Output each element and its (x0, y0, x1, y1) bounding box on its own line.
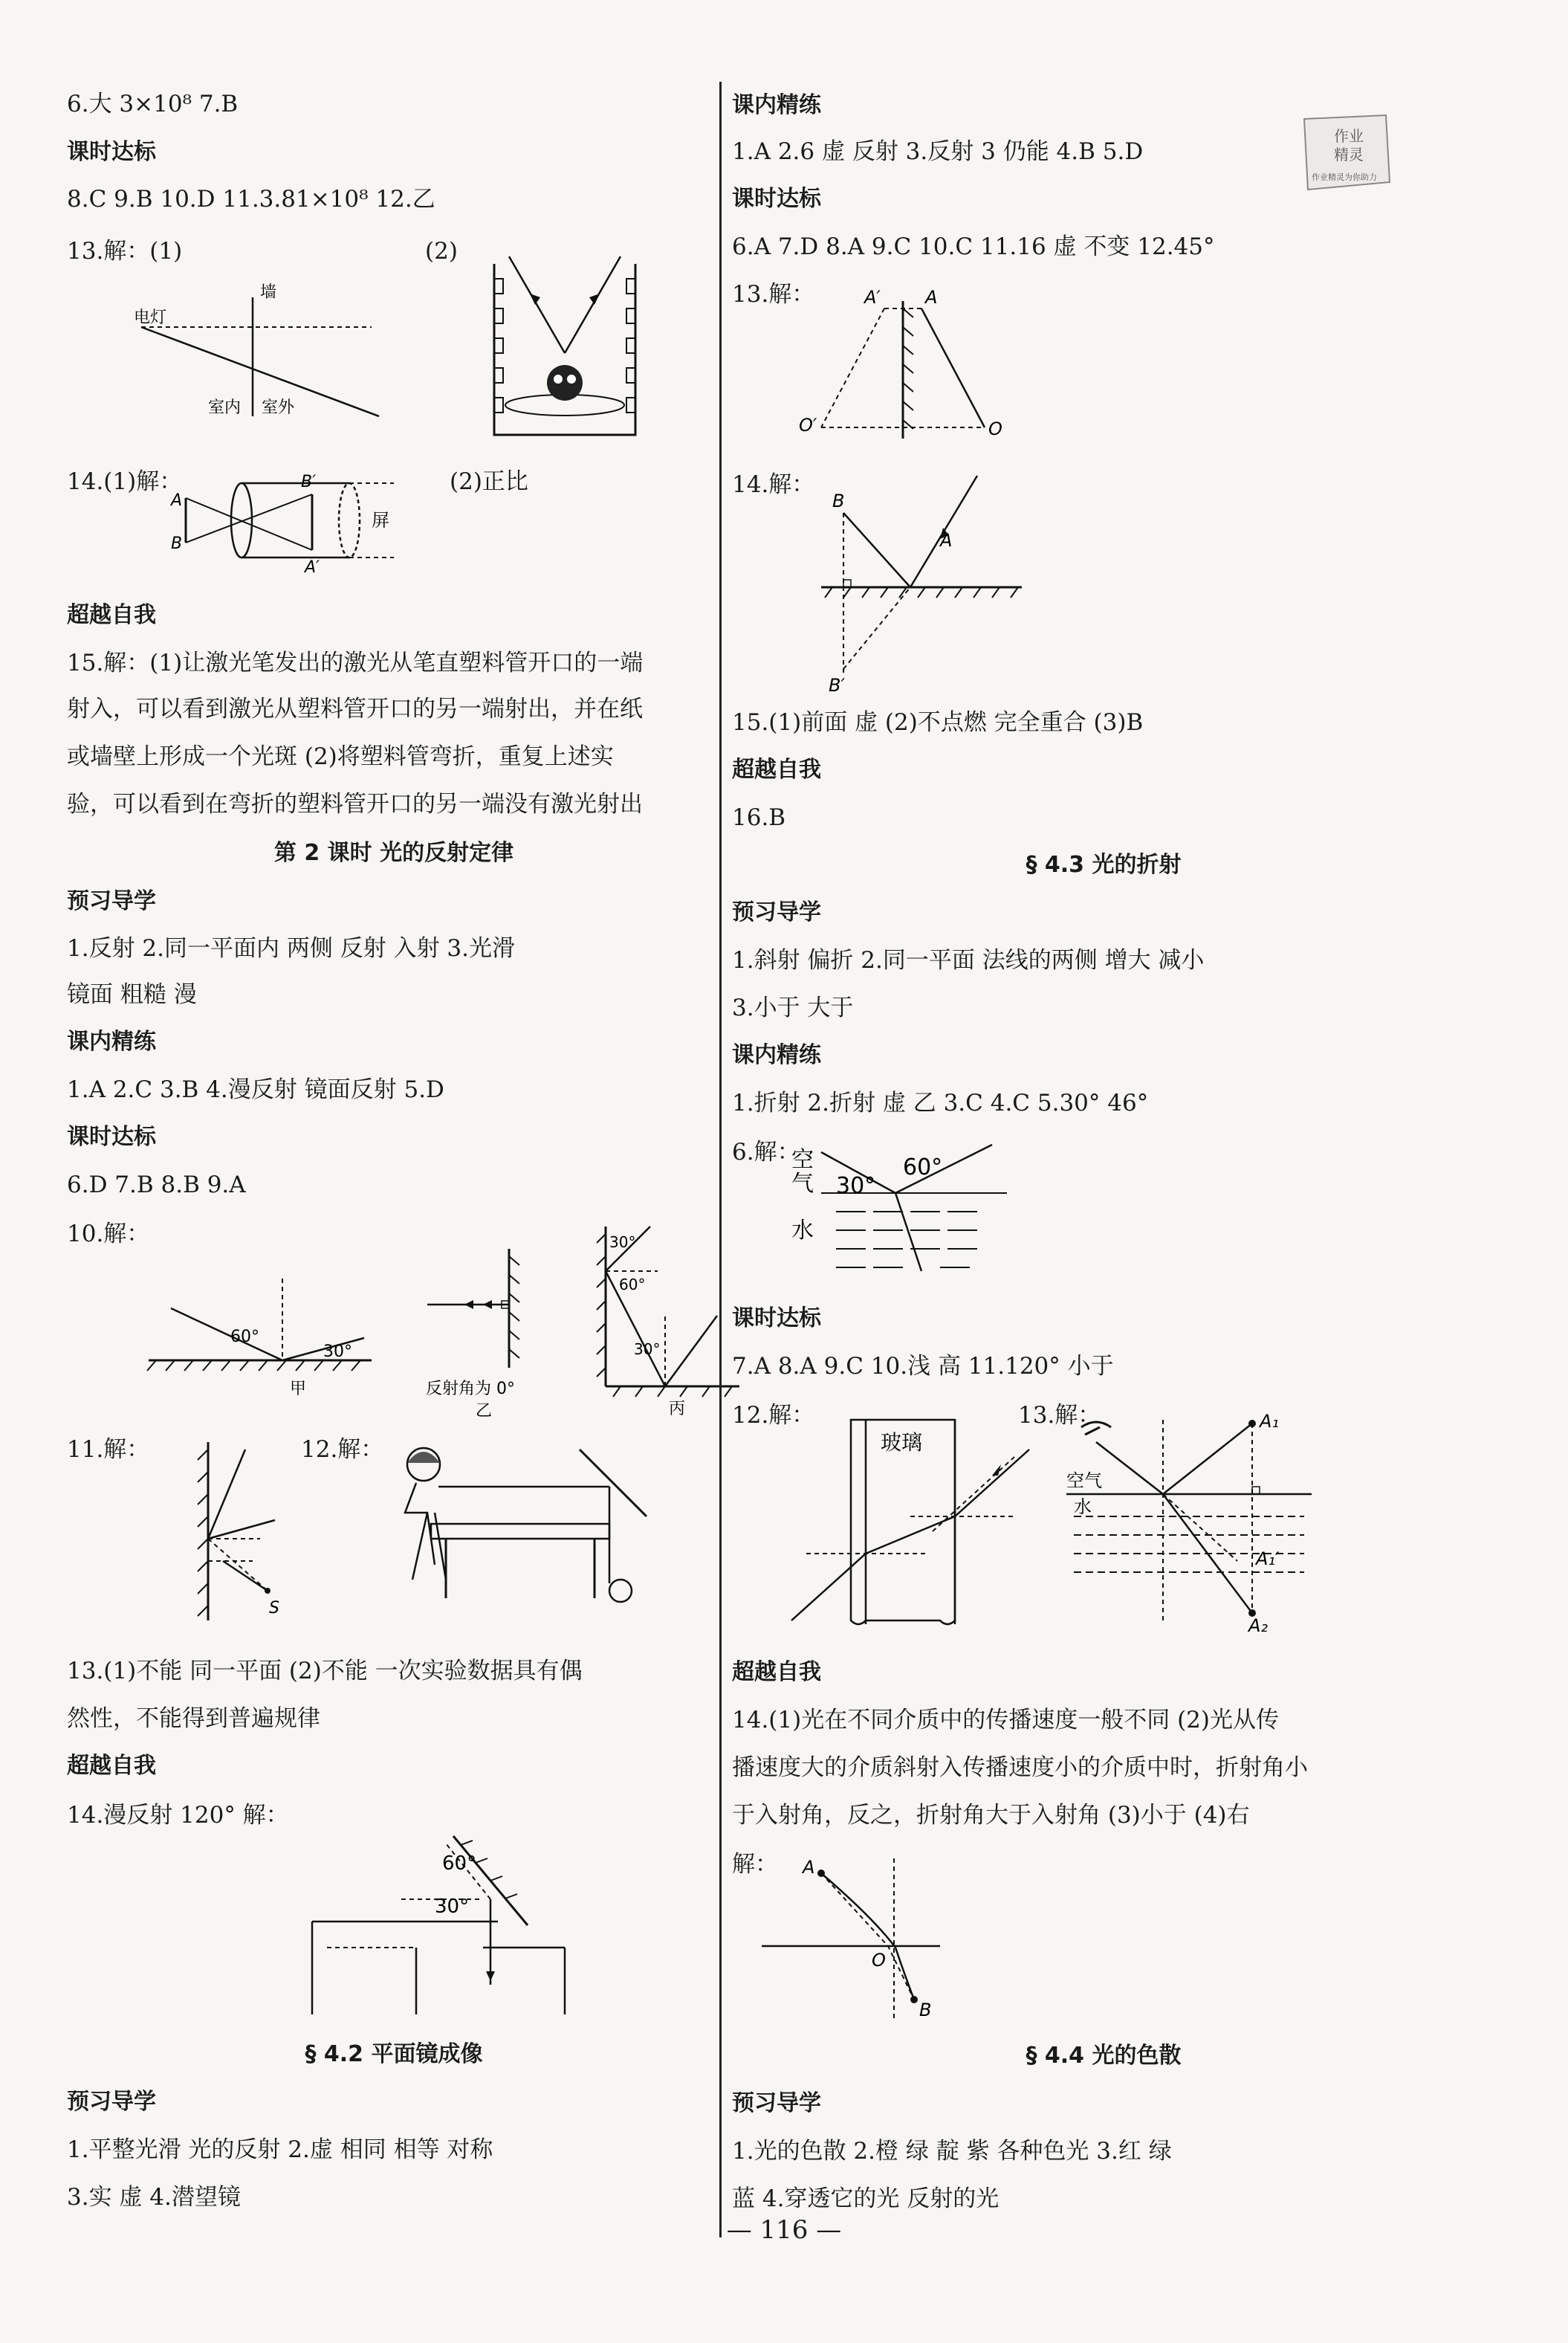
answer-line: 然性，不能得到普遍规律 (67, 1705, 320, 1732)
answer-line: 1.A 2.C 3.B 4.漫反射 镜面反射 5.D (67, 1076, 444, 1103)
figure-13-mirror (799, 282, 1002, 446)
figure-13-2 (487, 256, 643, 442)
indoor-label: 室内 (208, 398, 242, 417)
label-a1p: A₁′ (1256, 1548, 1280, 1569)
section-heading: 课内精练 (732, 1042, 821, 1068)
figure-12 (364, 1442, 676, 1628)
angle-60: 60° (619, 1276, 646, 1293)
label-bp: B′ (301, 473, 317, 491)
figure-14-pinhole (171, 468, 438, 577)
figure-6-refraction (791, 1137, 1014, 1286)
answer-line: 12.解： (301, 1436, 384, 1463)
label-o: O (988, 418, 1002, 439)
stamp-text-1: 作业 (1334, 127, 1364, 145)
label-jia: 甲 (290, 1380, 307, 1398)
page-number: — 116 — (726, 2215, 842, 2245)
section-heading: 预习导学 (732, 899, 821, 925)
section-heading: 预习导学 (732, 2090, 821, 2116)
stamp-text-2: 精灵 (1334, 146, 1364, 164)
figure-10-jia (141, 1279, 379, 1412)
answer-line: 射入，可以看到激光从塑料管开口的另一端射出，并在纸 (67, 696, 643, 723)
section-heading: 课时达标 (732, 186, 821, 212)
lamp-label: 电灯 (134, 308, 167, 327)
section-heading: 课时达标 (67, 1124, 156, 1150)
figure-13-water (1066, 1411, 1312, 1636)
section-heading: 课时达标 (67, 139, 156, 165)
section-heading: 超越自我 (732, 757, 821, 783)
answer-line: 1.A 2.6 虚 反射 3.反射 3 仍能 4.B 5.D (732, 138, 1144, 165)
answer-line: 镜面 粗糙 漫 (67, 981, 197, 1008)
label-bp: B′ (829, 675, 845, 696)
label-bing: 丙 (669, 1400, 686, 1418)
answer-line: 14.(1)解： (67, 468, 183, 495)
angle-30: 30° (323, 1342, 352, 1361)
answer-line: 14.漫反射 120° 解： (67, 1802, 289, 1829)
label-s: S (269, 1599, 279, 1618)
answer-line: 13.解： (732, 281, 815, 308)
figure-13-1 (134, 275, 401, 424)
answer-line: 13.解：(1) (67, 238, 183, 265)
answer-line: 6.大 3×10⁸ 7.B (67, 91, 239, 117)
angle-60: 60° (903, 1154, 943, 1180)
angle-60: 60° (230, 1328, 259, 1346)
label-a: A (171, 491, 183, 510)
angle-60: 60° (442, 1852, 477, 1875)
figure-10-yi (353, 1241, 546, 1420)
answer-line: 13.(1)不能 同一平面 (2)不能 一次实验数据具有偶 (67, 1658, 583, 1684)
answer-line: (2) (425, 238, 458, 265)
answer-line: 6.解： (732, 1139, 800, 1166)
label-air: 空气 (1066, 1470, 1102, 1491)
answer-line: 1.反射 2.同一平面内 两侧 反射 入射 3.光滑 (67, 935, 515, 962)
label-a: A (925, 287, 938, 308)
figure-14-reflection (821, 476, 1037, 696)
answer-line: 1.光的色散 2.橙 绿 靛 紫 各种色光 3.红 绿 (732, 2138, 1172, 2165)
answer-line: 3.实 虚 4.潜望镜 (67, 2184, 241, 2211)
answer-line: 验，可以看到在弯折的塑料管开口的另一端没有激光射出 (67, 791, 643, 818)
section-heading: 课时达标 (732, 1305, 821, 1331)
angle-30: 30° (435, 1896, 470, 1918)
section-heading: 课内精练 (67, 1029, 156, 1055)
answer-line: 6.A 7.D 8.A 9.C 10.C 11.16 虚 不变 12.45° (732, 233, 1215, 260)
brand-stamp (1293, 112, 1397, 197)
answer-line: 7.A 8.A 9.C 10.浅 高 11.120° 小于 (732, 1353, 1114, 1380)
section-heading: 预习导学 (67, 2089, 156, 2115)
label-qi: 气 (791, 1171, 814, 1197)
answer-line: 解： (732, 1851, 778, 1878)
label-shui: 水 (791, 1218, 814, 1244)
label-b: B (171, 534, 183, 553)
answer-line: 15.解：(1)让激光笔发出的激光从笔直塑料管开口的一端 (67, 650, 644, 676)
answer-line: 15.(1)前面 虚 (2)不点燃 完全重合 (3)B (732, 709, 1144, 736)
answer-line: 8.C 9.B 10.D 11.3.81×10⁸ 12.乙 (67, 186, 435, 213)
label-ap: A′ (864, 287, 881, 308)
label-a2: A₂ (1248, 1615, 1269, 1636)
label-b: B (919, 2000, 932, 2020)
label-kong: 空 (791, 1147, 814, 1173)
label-a: A (940, 530, 953, 551)
section-heading: 超越自我 (67, 1753, 156, 1779)
angle-30b: 30° (634, 1340, 661, 1358)
outdoor-label: 室外 (262, 398, 295, 417)
section-title: § 4.4 光的色散 (1026, 2043, 1182, 2069)
figure-14-path (762, 1851, 985, 2029)
answer-line: 14.(1)光在不同介质中的传播速度一般不同 (2)光从传 (732, 1707, 1279, 1733)
section-heading: 超越自我 (67, 602, 156, 628)
label-yi: 乙 (476, 1402, 493, 1421)
section-heading: 预习导学 (67, 888, 156, 914)
label-water: 水 (1074, 1496, 1092, 1517)
answer-line: 11.解： (67, 1436, 150, 1463)
section-title: § 4.3 光的折射 (1026, 852, 1182, 878)
angle-30: 30° (836, 1173, 876, 1199)
section-title: § 4.2 平面镜成像 (305, 2041, 483, 2067)
figure-11 (134, 1435, 305, 1628)
answer-line: (2)正比 (450, 468, 528, 495)
answer-line: 或墙壁上形成一个光斑 (2)将塑料管弯折，重复上述实 (67, 743, 614, 770)
label-o: O (872, 1950, 886, 1971)
wall-label: 墙 (260, 283, 277, 302)
answer-line: 16.B (732, 804, 786, 831)
column-divider (719, 82, 722, 2237)
stamp-text-3: 作业精灵为你助力 (1312, 172, 1377, 182)
answer-line: 蓝 4.穿透它的光 反射的光 (732, 2185, 1000, 2212)
answer-line: 6.D 7.B 8.B 9.A (67, 1172, 246, 1198)
label-screen: 屏 (372, 510, 389, 531)
label-a: A (803, 1857, 815, 1878)
label-b: B (832, 491, 845, 511)
label-glass: 玻璃 (881, 1430, 923, 1455)
section-heading: 课内精练 (732, 92, 821, 118)
label-a1: A₁ (1260, 1411, 1280, 1432)
answer-line: 1.折射 2.折射 虚 乙 3.C 4.C 5.30° 46° (732, 1090, 1149, 1116)
answer-line: 13.解： (1018, 1402, 1101, 1429)
section-heading: 超越自我 (732, 1659, 821, 1685)
reflect-angle-note: 反射角为 0° (426, 1380, 515, 1398)
lesson-title: 第 2 课时 光的反射定律 (273, 840, 514, 866)
label-ap: A′ (305, 558, 320, 577)
answer-line: 播速度大的介质斜射入传播速度小的介质中时，折射角小 (732, 1754, 1308, 1781)
angle-30a: 30° (609, 1233, 636, 1251)
answer-line: 14.解： (732, 471, 815, 498)
label-op: O′ (799, 415, 817, 436)
figure-14-periscope (312, 1814, 580, 2022)
answer-line: 10.解： (67, 1221, 150, 1247)
answer-line: 1.斜射 偏折 2.同一平面 法线的两侧 增大 减小 (732, 947, 1205, 974)
figure-12-glass (806, 1412, 1029, 1635)
answer-line: 1.平整光滑 光的反射 2.虚 相同 相等 对称 (67, 2136, 493, 2163)
answer-line: 于入射角，反之，折射角大于入射角 (3)小于 (4)右 (732, 1802, 1250, 1829)
answer-line: 12.解： (732, 1402, 815, 1429)
answer-line: 3.小于 大于 (732, 995, 854, 1021)
